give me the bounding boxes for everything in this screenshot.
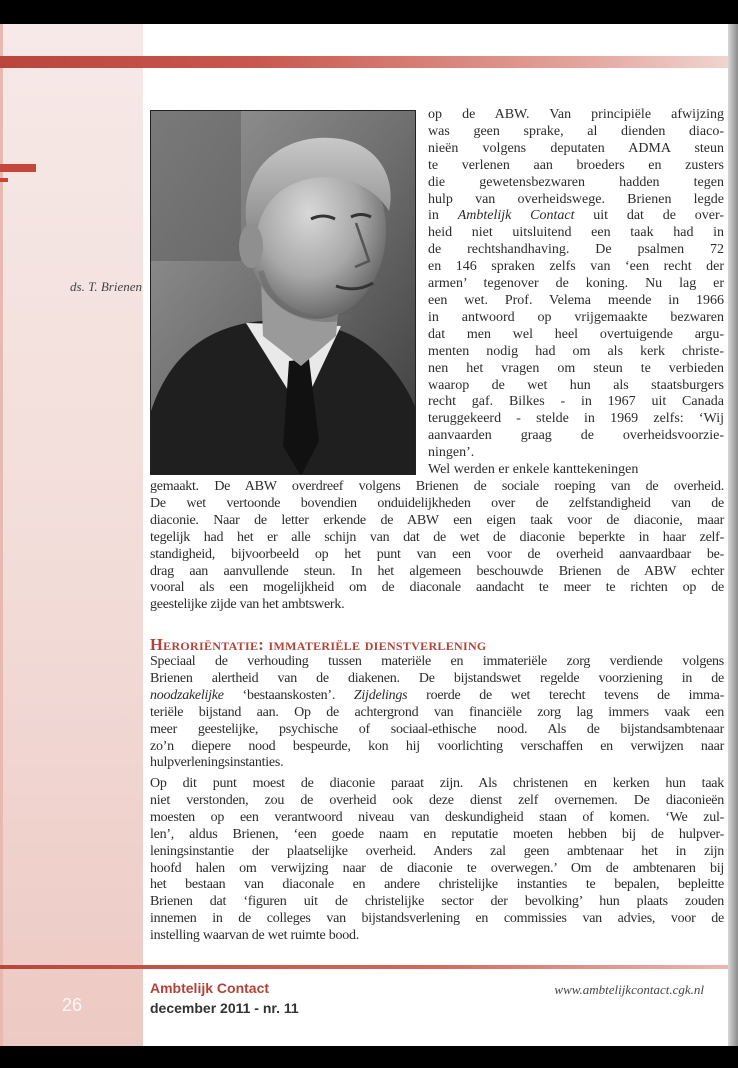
left-margin-mark-small bbox=[0, 178, 8, 182]
paragraph-1 bbox=[150, 479, 724, 614]
text-line: Op dit punt moest de diaconie paraat zijn. Als christenen en kerken hun taak bbox=[150, 776, 724, 791]
text-line: nieën volgens deputaten ADMA steun bbox=[428, 140, 724, 156]
text-line: len’, aldus Brienen, ‘een goede naam en reputatie moeten hebben bij de hulpver- bbox=[150, 826, 724, 842]
text-line: meer geestelijke, psychische of sociaal-ethische nood. Als de bijstandsambtenaar bbox=[150, 721, 724, 737]
text-line: De wet vertoonde bovendien onduidelijkheden over de zelfstandigheid van de bbox=[150, 495, 724, 511]
text-line: armen’ tegenover de koning. Nu lag er bbox=[428, 276, 724, 292]
text-line: die gewetensbezwaren hadden tegen bbox=[428, 174, 724, 190]
paragraph-2 bbox=[150, 654, 724, 772]
text-line: Wel werden er enkele kanttekeningen bbox=[428, 462, 639, 478]
left-margin-band bbox=[0, 24, 143, 1046]
text-line: teruggekeerd - stelde in 1969 zelfs: ‘Wij bbox=[428, 411, 724, 427]
right-column-paragraph bbox=[428, 107, 724, 479]
text-line: een wet. Prof. Velema meende in 1966 bbox=[428, 292, 724, 308]
text-line: ningen’. bbox=[428, 445, 475, 461]
text-line: heid niet uitsluitend een taak had in bbox=[428, 225, 724, 241]
text-line: teriële bijstand aan. Op de achtergrond van financiële zorg lag immers vaak een bbox=[150, 704, 724, 720]
text-line: in Ambtelijk Contact uit dat de over- bbox=[428, 208, 725, 224]
text-line: vooral als een mogelijkheid om de diaconale aandacht te meer te richten op de bbox=[150, 580, 724, 596]
footer-website-link[interactable]: www.ambtelijkcontact.cgk.nl bbox=[554, 982, 704, 997]
top-scan-border bbox=[0, 0, 738, 24]
text-line: gemaakt. De ABW overdreef volgens Brienen de sociale roeping van de overheid. bbox=[150, 479, 724, 494]
top-decorative-rule bbox=[0, 56, 728, 68]
bottom-scan-border bbox=[0, 1046, 738, 1068]
portrait-illustration bbox=[151, 111, 416, 475]
page-number: 26 bbox=[62, 995, 83, 1015]
text-line: hoofd halen om verwijzing naar de diaconie te overwegen.’ Om de ambtenaren bij bbox=[150, 860, 724, 876]
text-line: niet verstonden, zou de overheid ook deze dienst zelf overnemen. De diaconieën bbox=[150, 792, 724, 808]
paragraph-1-text bbox=[150, 479, 724, 614]
text-line: het bestaan van diaconale en andere christelijke instanties te bepalen, bepleitte bbox=[150, 877, 724, 893]
text-line: instelling waarvan de wet ruimte bood. bbox=[150, 928, 359, 944]
text-line: leningsinstantie der plaatselijke overheid. Anders zal geen ambtenaar het in zijn bbox=[150, 843, 724, 859]
text-line: drag aan aanvullende steun. In het algemeen beschouwde Brienen de ABW echter bbox=[150, 563, 724, 579]
text-line: recht gaf. Bilkes - in 1967 uit Canada bbox=[428, 394, 724, 410]
paragraph-3 bbox=[150, 776, 724, 945]
text-line: innemen in de colleges van bijstandsverlening en commissies van advies, voor de bbox=[150, 911, 724, 927]
text-line: aanvaarden graag de overheidsvoorzie- bbox=[428, 428, 724, 444]
text-line: geestelijke zijde van het ambtswerk. bbox=[150, 597, 345, 613]
text-line: noodzakelijke ‘bestaanskosten’. Zijdelings roerde de wet terecht tevens de imma- bbox=[150, 687, 724, 703]
text-line: waarop de wet hun als staatsburgers bbox=[428, 377, 724, 393]
paragraph-2-text bbox=[150, 654, 724, 772]
portrait-photo bbox=[150, 110, 416, 475]
text-line: op de ABW. Van principiële afwijzing bbox=[428, 107, 724, 122]
page-right-edge bbox=[728, 24, 738, 1046]
text-line: hulpverleningsinstanties. bbox=[150, 755, 284, 771]
text-line: diaconie. Naar de letter erkende de ABW een eigen taak voor de diaconie, maar bbox=[150, 512, 724, 528]
text-line: dat men wel heel overtuigende argu- bbox=[428, 326, 724, 342]
text-line: standigheid, bijvoorbeeld op het punt van een voor de overheid aanvaardbaar be- bbox=[150, 546, 724, 562]
photo-caption: ds. T. Brienen bbox=[70, 279, 142, 294]
text-line: was geen sprake, al dienden diaco- bbox=[428, 123, 724, 139]
left-margin-mark bbox=[0, 164, 36, 172]
footer-magazine-title: Ambtelijk Contact bbox=[150, 980, 270, 996]
text-line: menten nodig had om als kerk christe- bbox=[428, 343, 724, 359]
text-line: moesten op een verantwoord niveau van deskundigheid staan of komen. ‘We zul- bbox=[150, 809, 724, 825]
text-line: Brienen dat ‘figuren uit de christelijke sector der bevolking’ hun plaats zouden bbox=[150, 894, 724, 910]
text-line: de rechtshandhaving. De psalmen 72 bbox=[428, 242, 724, 258]
text-line: Speciaal de verhouding tussen materiële en immateriële zorg verdiende volgens bbox=[150, 654, 724, 669]
text-line: tegelijk had het er alle schijn van dat de wet de diaconie beperkte in haar zelf- bbox=[150, 529, 724, 545]
text-line: hulp van overheidswege. Brienen legde bbox=[428, 191, 724, 207]
text-line: in antwoord op vrijgemaakte bezwaren bbox=[428, 309, 724, 325]
section-heading: Heroriëntatie: immateriële dienstverlening bbox=[150, 635, 487, 654]
text-line: nen het vragen om steun te verbieden bbox=[428, 360, 724, 376]
text-line: te verlenen aan broeders en zusters bbox=[428, 157, 724, 173]
footer-issue: december 2011 - nr. 11 bbox=[150, 1000, 299, 1016]
paragraph-3-text bbox=[150, 776, 724, 945]
text-line: Brienen alertheid van de diakenen. De bijstandswet regelde voorziening in de bbox=[150, 670, 724, 686]
bottom-decorative-rule bbox=[0, 965, 728, 969]
text-line: en 146 spraken zelfs van ‘een recht der bbox=[428, 259, 724, 275]
text-line: zo’n diepere nood bespeurde, kon hij voorlichting verschaffen en verwijzen naar bbox=[150, 738, 724, 754]
right-column-text bbox=[428, 107, 724, 479]
